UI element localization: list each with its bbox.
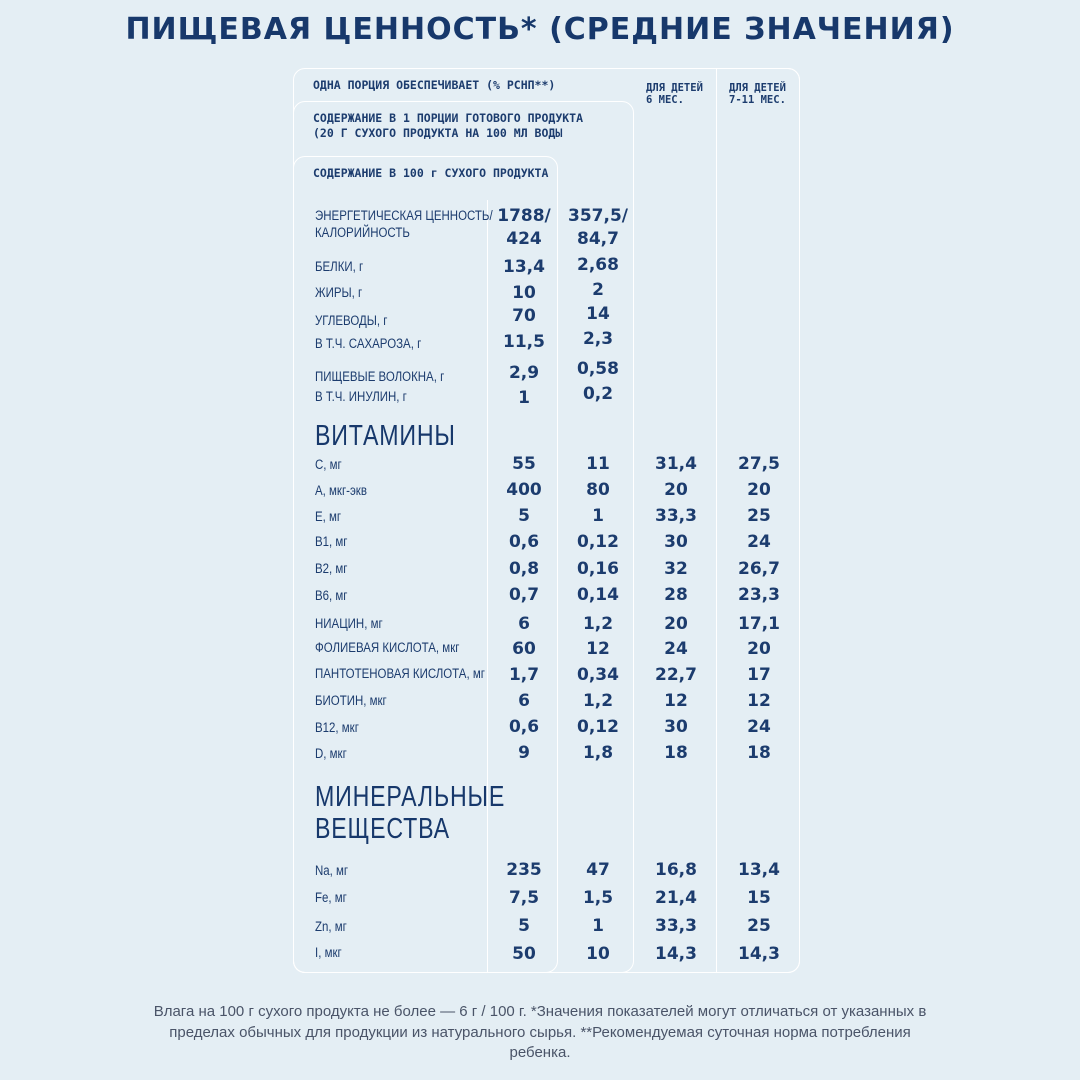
row-value-per100: 235 [506,860,542,880]
row-value-per100: 5 [518,916,530,936]
header-portion: СОДЕРЖАНИЕ В 1 ПОРЦИИ ГОТОВОГО ПРОДУКТА (20 Г СУХОГО ПРОДУКТА НА 100 МЛ ВОДЫ [313,111,584,140]
row-label: НИАЦИН, мг [315,616,383,631]
row-label: Zn, мг [315,919,347,934]
row-value-kids-7-11: 23,3 [738,585,780,605]
row-value-kids-6: 32 [664,559,688,579]
header-kids-7-11: ДЛЯ ДЕТЕЙ 7-11 МЕС. [729,82,786,106]
page-title [0,12,1080,47]
row-label: ПАНТОТЕНОВАЯ КИСЛОТА, мг [315,666,485,681]
row-value-per100: 6 [518,691,530,711]
row-value-per100: 7,5 [508,888,540,908]
row-value-per100: 10 [512,283,536,303]
row-value-portion: 1 [592,916,604,936]
row-value-per100: 5 [518,506,530,526]
row-value-kids-6: 21,4 [655,888,697,908]
row-value-portion: 80 [586,480,610,500]
row-value-portion: 0,16 [577,559,619,579]
row-value-portion: 12 [586,639,610,659]
row-value-per100: 0,6 [508,532,540,552]
row-value-portion: 0,34 [577,665,619,685]
row-value-per100: 13,4 [503,257,545,277]
row-value-kids-7-11: 26,7 [738,559,780,579]
row-label: D, мкг [315,746,347,761]
row-value-kids-7-11: 14,3 [738,944,780,964]
row-label: ФОЛИЕВАЯ КИСЛОТА, мкг [315,640,460,655]
row-value-kids-6: 30 [664,532,688,552]
row-value-per100: 1788/ 424 [497,206,551,249]
row-value-per100: 400 [506,480,542,500]
row-value-per100: 60 [512,639,536,659]
row-value-per100: 1,7 [508,665,540,685]
row-label: В Т.Ч. ИНУЛИН, г [315,389,407,404]
row-value-kids-6: 33,3 [655,916,697,936]
header-kids-6: ДЛЯ ДЕТЕЙ 6 МЕС. [646,82,703,106]
row-value-portion: 14 [586,304,610,324]
row-value-kids-7-11: 27,5 [738,454,780,474]
row-label: Na, мг [315,863,349,878]
row-label: БЕЛКИ, г [315,259,364,274]
row-value-per100: 0,8 [508,559,540,579]
row-label: Е, мг [315,509,342,524]
row-value-per100: 9 [518,743,530,763]
row-value-kids-7-11: 24 [747,532,771,552]
row-value-per100: 1 [518,388,530,408]
row-label: В6, мг [315,588,348,603]
row-value-kids-7-11: 25 [747,916,771,936]
row-value-portion: 0,14 [577,585,619,605]
row-value-kids-6: 20 [664,480,688,500]
row-value-per100: 70 [512,306,536,326]
title-subtitle: (СРЕДНИЕ ЗНАЧЕНИЯ) [549,12,955,47]
row-value-portion: 0,12 [577,532,619,552]
row-value-kids-6: 24 [664,639,688,659]
title-main: ПИЩЕВАЯ ЦЕННОСТЬ* [125,12,538,47]
row-label: Fe, мг [315,890,347,905]
row-value-kids-6: 31,4 [655,454,697,474]
row-value-kids-7-11: 24 [747,717,771,737]
row-value-kids-7-11: 17,1 [738,614,780,634]
row-value-portion: 11 [586,454,610,474]
row-label: ПИЩЕВЫЕ ВОЛОКНА, г [315,369,445,384]
row-value-kids-7-11: 18 [747,743,771,763]
row-value-per100: 50 [512,944,536,964]
row-value-portion: 10 [586,944,610,964]
row-value-portion: 0,58 [577,359,619,379]
row-value-kids-7-11: 17 [747,665,771,685]
row-value-portion: 1,8 [582,743,614,763]
row-value-kids-7-11: 13,4 [738,860,780,880]
row-value-kids-6: 12 [664,691,688,711]
row-label: В2, мг [315,561,348,576]
row-label: ЭНЕРГЕТИЧЕСКАЯ ЦЕННОСТЬ/ КАЛОРИЙНОСТЬ [315,208,493,240]
row-label: С, мг [315,457,342,472]
row-value-portion: 2,3 [582,329,614,349]
row-value-kids-7-11: 25 [747,506,771,526]
row-label: В Т.Ч. САХАРОЗА, г [315,336,422,351]
row-value-portion: 357,5/ 84,7 [568,206,628,249]
row-value-kids-6: 30 [664,717,688,737]
row-value-per100: 0,7 [508,585,540,605]
row-value-kids-6: 14,3 [655,944,697,964]
row-value-kids-6: 33,3 [655,506,697,526]
row-value-portion: 1,2 [582,614,614,634]
header-rsnp: ОДНА ПОРЦИЯ ОБЕСПЕЧИВАЕТ (% РСНП**) [313,78,556,92]
row-label: В1, мг [315,534,348,549]
row-value-portion: 47 [586,860,610,880]
row-value-portion: 0,2 [582,384,614,404]
row-value-kids-6: 22,7 [655,665,697,685]
row-label: ЖИРЫ, г [315,285,363,300]
section-vitamins: ВИТАМИНЫ [315,420,456,452]
row-value-per100: 55 [512,454,536,474]
row-value-per100: 11,5 [503,332,545,352]
section-minerals: МИНЕРАЛЬНЫЕ ВЕЩЕСТВА [315,781,506,845]
row-value-portion: 1 [592,506,604,526]
row-value-per100: 0,6 [508,717,540,737]
row-label: I, мкг [315,945,342,960]
header-per100: СОДЕРЖАНИЕ В 100 г СУХОГО ПРОДУКТА [313,166,549,180]
row-value-portion: 1,2 [582,691,614,711]
row-value-per100: 6 [518,614,530,634]
row-value-portion: 2,68 [577,255,619,275]
row-value-portion: 0,12 [577,717,619,737]
row-value-kids-6: 20 [664,614,688,634]
row-value-kids-7-11: 20 [747,639,771,659]
row-label: БИОТИН, мкг [315,693,387,708]
row-value-kids-7-11: 15 [747,888,771,908]
footnote: Влага на 100 г сухого продукта не более — 6 г / 100 г. *Значения показателей могут отличаться от указанных в пределах обычных для продукции из натурального сырья. **Рекомендуемая суточная норма потребления ребенка. [153,1003,927,1061]
row-value-portion: 2 [592,280,604,300]
row-value-portion: 1,5 [582,888,614,908]
row-label: А, мкг-экв [315,483,367,498]
row-value-kids-6: 18 [664,743,688,763]
row-value-kids-7-11: 20 [747,480,771,500]
row-label: В12, мкг [315,720,359,735]
row-value-kids-7-11: 12 [747,691,771,711]
row-value-kids-6: 28 [664,585,688,605]
row-value-kids-6: 16,8 [655,860,697,880]
row-value-per100: 2,9 [508,363,540,383]
row-label: УГЛЕВОДЫ, г [315,313,388,328]
